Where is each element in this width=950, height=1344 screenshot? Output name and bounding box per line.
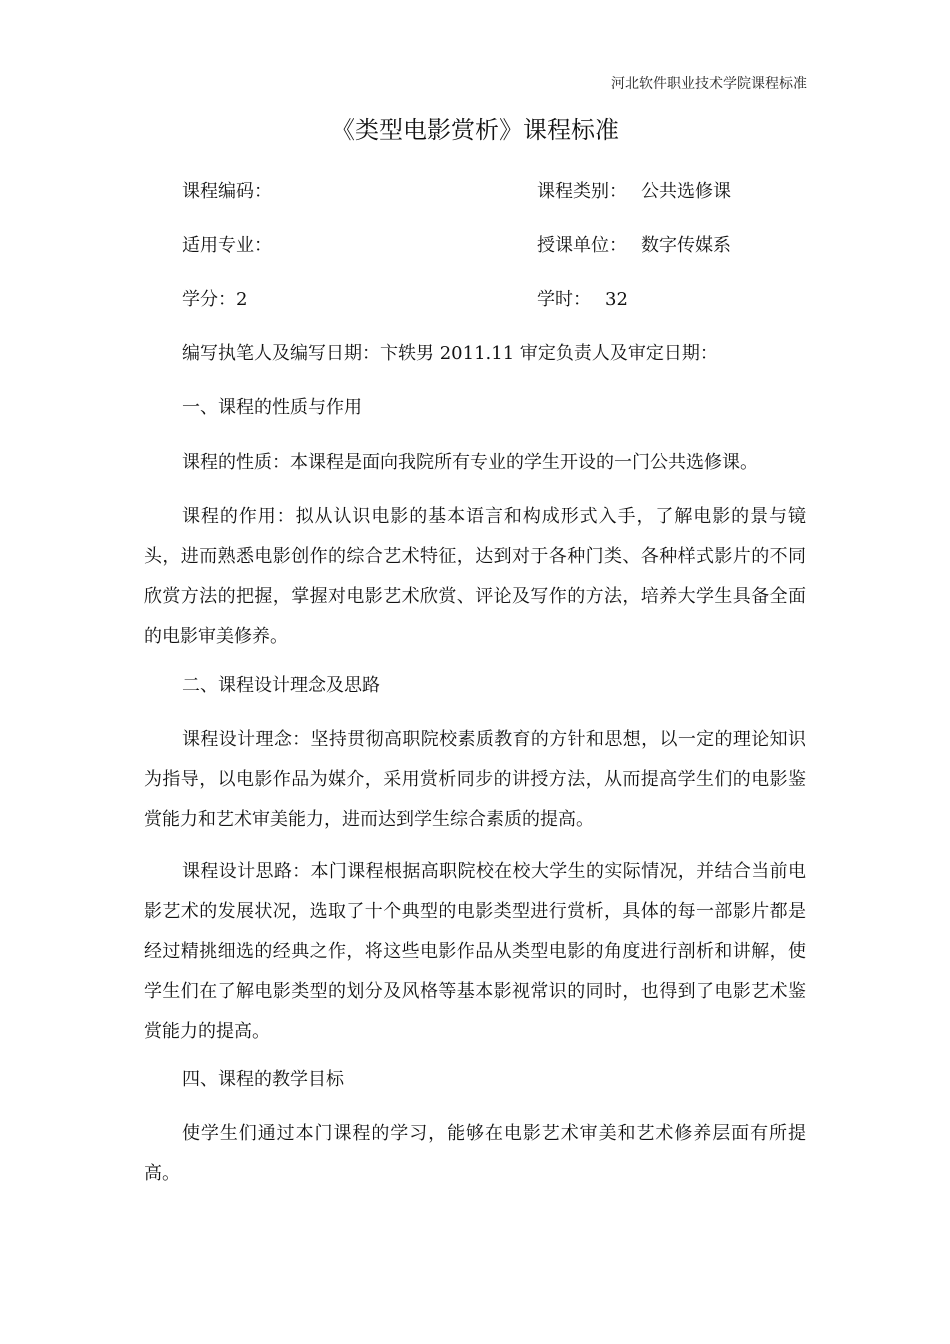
unit-label: 授课单位： xyxy=(537,235,627,256)
course-role-paragraph: 课程的作用：拟从认识电影的基本语言和构成形式入手，了解电影的景与镜头，进而熟悉电影创作的综合艺术特征，达到对于各种门类、各种样式影片的不同欣赏方法的把握，掌握对电影艺术欣赏、评论及写作的方法，培养大学生具备全面的电影审美修养。 xyxy=(144,506,806,647)
major-field xyxy=(182,231,272,261)
course-type-label: 课程类别： xyxy=(537,181,627,202)
hours-label: 学时： xyxy=(537,289,591,310)
credit-label: 学分： xyxy=(182,289,236,310)
document-title: 《类型电影赏析》课程标准 xyxy=(331,116,619,144)
section-4-heading: 四、课程的教学目标 xyxy=(182,1069,344,1090)
unit-field xyxy=(537,231,731,261)
section-1-heading: 一、课程的性质与作用 xyxy=(182,397,362,418)
course-type-field xyxy=(537,177,731,207)
meta-row-credit-hours xyxy=(182,285,807,315)
meta-row-code-type xyxy=(182,177,807,207)
course-nature-text: 课程的性质：本课程是面向我院所有专业的学生开设的一门公共选修课。 xyxy=(182,452,758,473)
course-type-value: 公共选修课 xyxy=(641,181,731,202)
credit-value: 2 xyxy=(236,289,248,310)
major-label: 适用专业： xyxy=(182,235,272,256)
design-approach-paragraph: 课程设计思路：本门课程根据高职院校在校大学生的实际情况，并结合当前电影艺术的发展状况，选取了十个典型的电影类型进行赏析，具体的每一部影片都是经过精挑细选的经典之作，将这些电影作品从类型电影的角度进行剖析和讲解，使学生们在了解电影类型的划分及风格等基本影视常识的同时，也得到了电影艺术鉴赏能力的提高。 xyxy=(144,861,806,1042)
section-2-heading: 二、课程设计理念及思路 xyxy=(182,675,380,696)
course-code-label: 课程编码： xyxy=(182,181,272,202)
design-concept-paragraph: 课程设计理念：坚持贯彻高职院校素质教育的方针和思想，以一定的理论知识为指导，以电影作品为媒介，采用赏析同步的讲授方法，从而提高学生们的电影鉴赏能力和艺术审美能力，进而达到学生综合素质的提高。 xyxy=(144,729,806,830)
author-line: 编写执笔人及编写日期：卞轶男 2011.11 审定负责人及审定日期： xyxy=(182,343,718,364)
meta-row-major-unit xyxy=(182,231,807,261)
credit-field xyxy=(182,285,247,315)
teaching-goal-paragraph: 使学生们通过本门课程的学习，能够在电影艺术审美和艺术修养层面有所提高。 xyxy=(144,1123,806,1184)
page-header-text: 河北软件职业技术学院课程标准 xyxy=(611,76,807,92)
hours-field xyxy=(537,285,628,315)
hours-value: 32 xyxy=(605,289,628,310)
unit-value: 数字传媒系 xyxy=(641,235,731,256)
course-code-field xyxy=(182,177,272,207)
